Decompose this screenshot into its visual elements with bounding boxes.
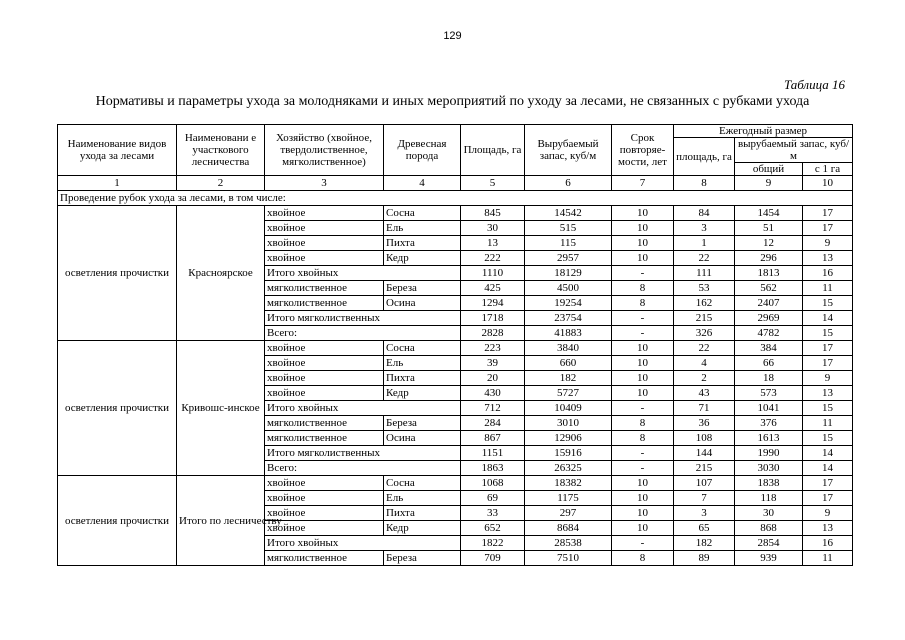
per-ha-cell: 17 xyxy=(803,206,853,221)
area-cell: 430 xyxy=(461,386,525,401)
period-cell: - xyxy=(612,401,674,416)
header-farm: Хозяйство (хвойное, твердолиственное, мягколиственное) xyxy=(265,125,384,176)
area-cell: 867 xyxy=(461,431,525,446)
area-cell: 845 xyxy=(461,206,525,221)
volume-cell: 18382 xyxy=(525,476,612,491)
species-cell: Сосна xyxy=(384,206,461,221)
annual-total-cell: 2854 xyxy=(735,536,803,551)
per-ha-cell: 13 xyxy=(803,251,853,266)
header-species: Древесная порода xyxy=(384,125,461,176)
annual-total-cell: 18 xyxy=(735,371,803,386)
per-ha-cell: 11 xyxy=(803,551,853,566)
table-row xyxy=(58,476,853,491)
species-cell: Осина xyxy=(384,431,461,446)
area-cell: 1718 xyxy=(461,311,525,326)
annual-area-cell: 22 xyxy=(674,251,735,266)
column-number: 5 xyxy=(461,176,525,191)
annual-total-cell: 51 xyxy=(735,221,803,236)
annual-total-cell: 30 xyxy=(735,506,803,521)
column-number: 10 xyxy=(803,176,853,191)
forestry-cell: Красноярское xyxy=(177,206,265,341)
area-cell: 20 xyxy=(461,371,525,386)
per-ha-cell: 16 xyxy=(803,266,853,281)
volume-cell: 23754 xyxy=(525,311,612,326)
subtotal-label: Всего: xyxy=(265,326,461,341)
subtotal-label: Итого хвойных xyxy=(265,401,461,416)
period-cell: - xyxy=(612,311,674,326)
period-cell: 10 xyxy=(612,371,674,386)
annual-total-cell: 562 xyxy=(735,281,803,296)
annual-area-cell: 111 xyxy=(674,266,735,281)
per-ha-cell: 9 xyxy=(803,236,853,251)
species-cell: Кедр xyxy=(384,251,461,266)
header-forestry: Наименовани е участкового лесничества xyxy=(177,125,265,176)
subtotal-label: Итого хвойных xyxy=(265,266,461,281)
volume-cell: 4500 xyxy=(525,281,612,296)
annual-area-cell: 1 xyxy=(674,236,735,251)
area-cell: 712 xyxy=(461,401,525,416)
column-number: 4 xyxy=(384,176,461,191)
annual-total-cell: 296 xyxy=(735,251,803,266)
section-row xyxy=(58,191,853,206)
volume-cell: 10409 xyxy=(525,401,612,416)
species-cell: Береза xyxy=(384,281,461,296)
care-type-cell: осветления прочистки xyxy=(58,206,177,341)
period-cell: 10 xyxy=(612,476,674,491)
annual-total-cell: 2969 xyxy=(735,311,803,326)
annual-area-cell: 43 xyxy=(674,386,735,401)
period-cell: - xyxy=(612,326,674,341)
annual-total-cell: 3030 xyxy=(735,461,803,476)
farm-cell: хвойное xyxy=(265,356,384,371)
period-cell: 8 xyxy=(612,416,674,431)
annual-total-cell: 1990 xyxy=(735,446,803,461)
species-cell: Пихта xyxy=(384,506,461,521)
area-cell: 223 xyxy=(461,341,525,356)
subtotal-label: Итого хвойных xyxy=(265,536,461,551)
per-ha-cell: 17 xyxy=(803,341,853,356)
period-cell: - xyxy=(612,536,674,551)
per-ha-cell: 15 xyxy=(803,401,853,416)
area-cell: 33 xyxy=(461,506,525,521)
header-care-type: Наименование видов ухода за лесами xyxy=(58,125,177,176)
table-row xyxy=(58,341,853,356)
table-header xyxy=(58,125,853,176)
annual-area-cell: 84 xyxy=(674,206,735,221)
period-cell: 8 xyxy=(612,431,674,446)
per-ha-cell: 17 xyxy=(803,221,853,236)
species-cell: Сосна xyxy=(384,341,461,356)
period-cell: 10 xyxy=(612,356,674,371)
farm-cell: хвойное xyxy=(265,206,384,221)
annual-area-cell: 144 xyxy=(674,446,735,461)
period-cell: 8 xyxy=(612,296,674,311)
annual-area-cell: 107 xyxy=(674,476,735,491)
species-cell: Береза xyxy=(384,551,461,566)
annual-total-cell: 1838 xyxy=(735,476,803,491)
farm-cell: мягколиственное xyxy=(265,296,384,311)
annual-area-cell: 326 xyxy=(674,326,735,341)
farm-cell: хвойное xyxy=(265,221,384,236)
volume-cell: 3840 xyxy=(525,341,612,356)
subtotal-label: Всего: xyxy=(265,461,461,476)
species-cell: Кедр xyxy=(384,521,461,536)
area-cell: 425 xyxy=(461,281,525,296)
area-cell: 284 xyxy=(461,416,525,431)
area-cell: 69 xyxy=(461,491,525,506)
annual-area-cell: 65 xyxy=(674,521,735,536)
farm-cell: мягколиственное xyxy=(265,431,384,446)
header-period: Срок повторяе-мости, лет xyxy=(612,125,674,176)
forestry-cell: Кривошс-инское xyxy=(177,341,265,476)
farm-cell: мягколиственное xyxy=(265,551,384,566)
area-cell: 2828 xyxy=(461,326,525,341)
species-cell: Сосна xyxy=(384,476,461,491)
species-cell: Ель xyxy=(384,356,461,371)
species-cell: Кедр xyxy=(384,386,461,401)
volume-cell: 515 xyxy=(525,221,612,236)
volume-cell: 19254 xyxy=(525,296,612,311)
annual-total-cell: 1041 xyxy=(735,401,803,416)
period-cell: 10 xyxy=(612,251,674,266)
period-cell: 10 xyxy=(612,221,674,236)
volume-cell: 5727 xyxy=(525,386,612,401)
annual-area-cell: 7 xyxy=(674,491,735,506)
annual-total-cell: 4782 xyxy=(735,326,803,341)
volume-cell: 2957 xyxy=(525,251,612,266)
annual-area-cell: 36 xyxy=(674,416,735,431)
per-ha-cell: 17 xyxy=(803,356,853,371)
period-cell: 10 xyxy=(612,506,674,521)
species-cell: Пихта xyxy=(384,236,461,251)
volume-cell: 660 xyxy=(525,356,612,371)
header-area: Площадь, га xyxy=(461,125,525,176)
column-number: 7 xyxy=(612,176,674,191)
volume-cell: 1175 xyxy=(525,491,612,506)
farm-cell: хвойное xyxy=(265,236,384,251)
species-cell: Береза xyxy=(384,416,461,431)
annual-area-cell: 3 xyxy=(674,506,735,521)
volume-cell: 3010 xyxy=(525,416,612,431)
annual-total-cell: 1813 xyxy=(735,266,803,281)
per-ha-cell: 14 xyxy=(803,311,853,326)
annual-area-cell: 215 xyxy=(674,311,735,326)
annual-total-cell: 118 xyxy=(735,491,803,506)
annual-area-cell: 22 xyxy=(674,341,735,356)
forestry-cell: Итого по лесничеству xyxy=(177,476,265,566)
volume-cell: 8684 xyxy=(525,521,612,536)
farm-cell: мягколиственное xyxy=(265,281,384,296)
period-cell: 10 xyxy=(612,206,674,221)
volume-cell: 18129 xyxy=(525,266,612,281)
per-ha-cell: 17 xyxy=(803,491,853,506)
annual-area-cell: 108 xyxy=(674,431,735,446)
table-body xyxy=(58,176,853,566)
volume-cell: 15916 xyxy=(525,446,612,461)
farm-cell: мягколиственное xyxy=(265,416,384,431)
annual-total-cell: 1613 xyxy=(735,431,803,446)
volume-cell: 14542 xyxy=(525,206,612,221)
farm-cell: хвойное xyxy=(265,491,384,506)
species-cell: Осина xyxy=(384,296,461,311)
annual-total-cell: 868 xyxy=(735,521,803,536)
annual-area-cell: 89 xyxy=(674,551,735,566)
volume-cell: 182 xyxy=(525,371,612,386)
annual-area-cell: 3 xyxy=(674,221,735,236)
area-cell: 30 xyxy=(461,221,525,236)
period-cell: - xyxy=(612,446,674,461)
section-label: Проведение рубок ухода за лесами, в том числе: xyxy=(58,191,853,206)
farm-cell: хвойное xyxy=(265,341,384,356)
area-cell: 709 xyxy=(461,551,525,566)
farm-cell: хвойное xyxy=(265,476,384,491)
per-ha-cell: 13 xyxy=(803,521,853,536)
period-cell: 8 xyxy=(612,551,674,566)
farm-cell: хвойное xyxy=(265,386,384,401)
column-number: 1 xyxy=(58,176,177,191)
area-cell: 1294 xyxy=(461,296,525,311)
annual-total-cell: 12 xyxy=(735,236,803,251)
period-cell: - xyxy=(612,266,674,281)
farm-cell: хвойное xyxy=(265,251,384,266)
area-cell: 1822 xyxy=(461,536,525,551)
per-ha-cell: 15 xyxy=(803,326,853,341)
table-row xyxy=(58,206,853,221)
period-cell: 10 xyxy=(612,236,674,251)
care-type-cell: осветления прочистки xyxy=(58,476,177,566)
area-cell: 1110 xyxy=(461,266,525,281)
farm-cell: хвойное xyxy=(265,506,384,521)
annual-total-cell: 2407 xyxy=(735,296,803,311)
per-ha-cell: 15 xyxy=(803,431,853,446)
area-cell: 1151 xyxy=(461,446,525,461)
header-annual-total: общий xyxy=(735,163,803,176)
annual-area-cell: 215 xyxy=(674,461,735,476)
care-norms-table xyxy=(57,124,853,566)
period-cell: 10 xyxy=(612,386,674,401)
subtotal-label: Итого мягколиственных xyxy=(265,446,461,461)
column-number: 2 xyxy=(177,176,265,191)
header-annual-volume: вырубаемый запас, куб/м xyxy=(735,138,853,163)
annual-total-cell: 573 xyxy=(735,386,803,401)
area-cell: 1863 xyxy=(461,461,525,476)
area-cell: 1068 xyxy=(461,476,525,491)
annual-area-cell: 71 xyxy=(674,401,735,416)
per-ha-cell: 11 xyxy=(803,281,853,296)
volume-cell: 41883 xyxy=(525,326,612,341)
column-numbers-row xyxy=(58,176,853,191)
care-type-cell: осветления прочистки xyxy=(58,341,177,476)
volume-cell: 115 xyxy=(525,236,612,251)
per-ha-cell: 14 xyxy=(803,461,853,476)
header-annual: Ежегодный размер xyxy=(674,125,853,138)
species-cell: Пихта xyxy=(384,371,461,386)
header-annual-area: площадь, га xyxy=(674,138,735,176)
species-cell: Ель xyxy=(384,491,461,506)
column-number: 8 xyxy=(674,176,735,191)
period-cell: 10 xyxy=(612,491,674,506)
species-cell: Ель xyxy=(384,221,461,236)
per-ha-cell: 13 xyxy=(803,386,853,401)
header-per-ha: с 1 га xyxy=(803,163,853,176)
period-cell: 8 xyxy=(612,281,674,296)
header-volume: Вырубаемый запас, куб/м xyxy=(525,125,612,176)
annual-total-cell: 66 xyxy=(735,356,803,371)
period-cell: 10 xyxy=(612,341,674,356)
document-title: Нормативы и параметры ухода за молодняками и иных мероприятий по уходу за лесами, не связанных с рубками ухода xyxy=(95,94,810,109)
per-ha-cell: 9 xyxy=(803,371,853,386)
annual-area-cell: 2 xyxy=(674,371,735,386)
per-ha-cell: 15 xyxy=(803,296,853,311)
column-number: 9 xyxy=(735,176,803,191)
annual-total-cell: 384 xyxy=(735,341,803,356)
farm-cell: хвойное xyxy=(265,521,384,536)
volume-cell: 297 xyxy=(525,506,612,521)
area-cell: 13 xyxy=(461,236,525,251)
per-ha-cell: 14 xyxy=(803,446,853,461)
column-number: 3 xyxy=(265,176,384,191)
area-cell: 652 xyxy=(461,521,525,536)
volume-cell: 26325 xyxy=(525,461,612,476)
farm-cell: хвойное xyxy=(265,371,384,386)
annual-area-cell: 162 xyxy=(674,296,735,311)
annual-area-cell: 53 xyxy=(674,281,735,296)
annual-total-cell: 1454 xyxy=(735,206,803,221)
table-label: Таблица 16 xyxy=(783,77,845,92)
annual-total-cell: 939 xyxy=(735,551,803,566)
annual-total-cell: 376 xyxy=(735,416,803,431)
volume-cell: 28538 xyxy=(525,536,612,551)
column-number: 6 xyxy=(525,176,612,191)
volume-cell: 7510 xyxy=(525,551,612,566)
per-ha-cell: 11 xyxy=(803,416,853,431)
volume-cell: 12906 xyxy=(525,431,612,446)
period-cell: 10 xyxy=(612,521,674,536)
page-number: 129 xyxy=(443,30,462,42)
area-cell: 39 xyxy=(461,356,525,371)
annual-area-cell: 182 xyxy=(674,536,735,551)
per-ha-cell: 16 xyxy=(803,536,853,551)
period-cell: - xyxy=(612,461,674,476)
per-ha-cell: 9 xyxy=(803,506,853,521)
per-ha-cell: 17 xyxy=(803,476,853,491)
annual-area-cell: 4 xyxy=(674,356,735,371)
subtotal-label: Итого мягколиственных xyxy=(265,311,461,326)
area-cell: 222 xyxy=(461,251,525,266)
